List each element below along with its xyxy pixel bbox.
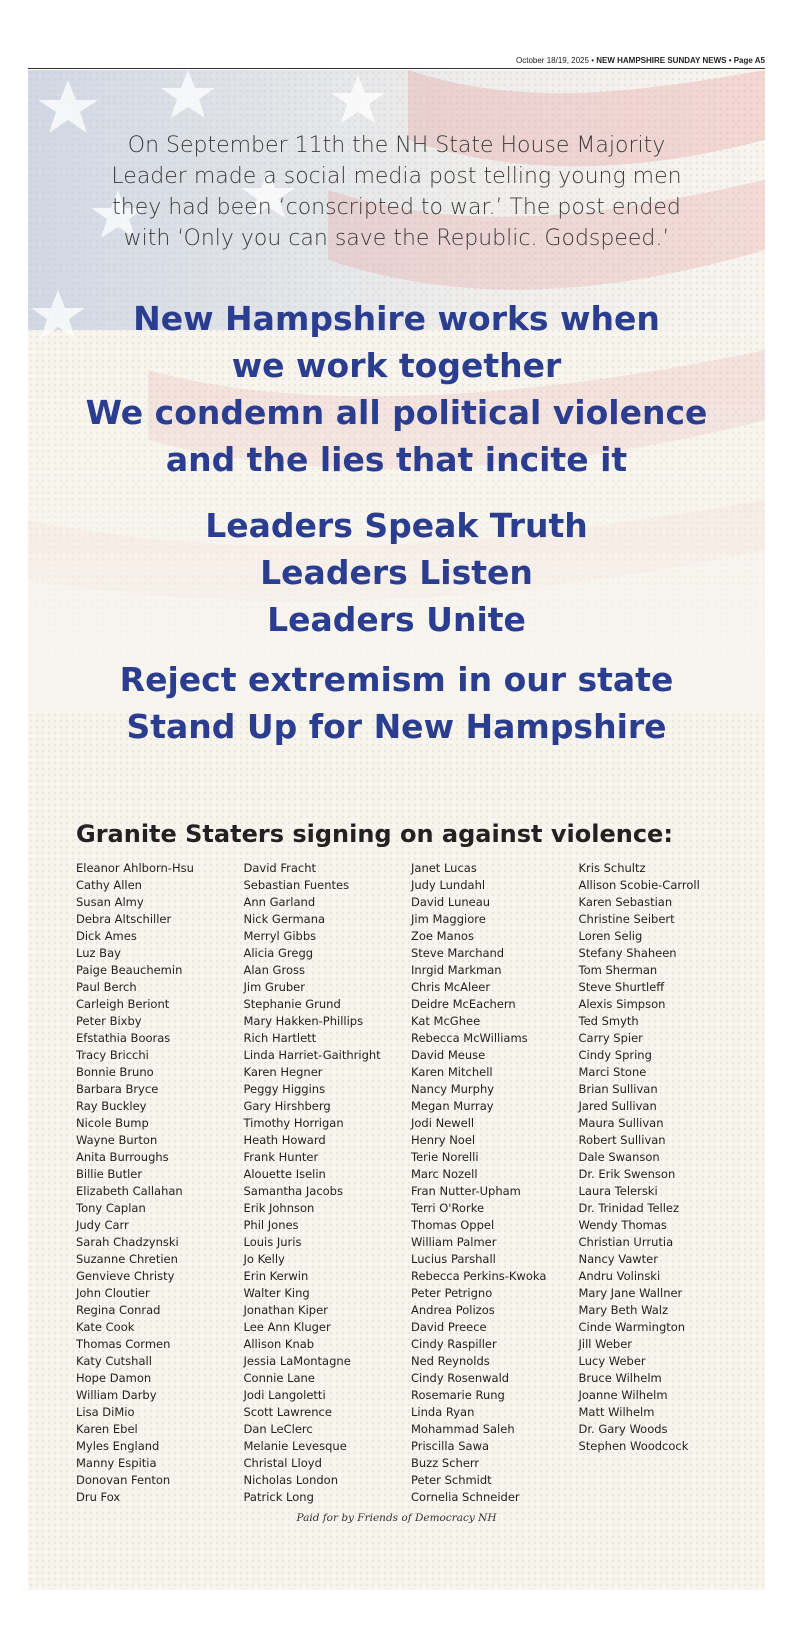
header-page: Page A5 [733,56,765,65]
signer-name: Jill Weber [578,1337,633,1351]
signer-name: David Preece [411,1320,487,1334]
signer-name: Cindy Raspiller [411,1337,497,1351]
slogan-line: Leaders Speak Truth [205,506,588,545]
signer-name: Sebastian Fuentes [243,878,350,892]
signer-name: Alicia Gregg [243,946,314,960]
signer-name: Ray Buckley [76,1099,147,1113]
signer-name: Merryl Gibbs [243,929,317,943]
signer-name: Maura Sullivan [578,1116,664,1130]
signer-name: Steve Marchand [411,946,505,960]
signer-name: Thomas Cormen [76,1337,171,1351]
signer-name: Wayne Burton [76,1133,158,1147]
signer-name: John Cloutier [76,1286,150,1300]
signer-name: Jo Kelly [243,1252,285,1266]
signer-name: Deidre McEachern [411,997,516,1011]
signer-name: Jessia LaMontagne [243,1354,351,1368]
signer-name: Genvieve Christy [76,1269,175,1283]
slogan-line: Reject extremism in our state [119,660,674,699]
signer-name: Robert Sullivan [578,1133,666,1147]
signer-name: Judy Lundahl [411,878,486,892]
signer-name: Karen Ebel [76,1422,138,1436]
slogan-line: Leaders Unite [267,600,526,639]
signer-name: Matt Wilhelm [578,1405,655,1419]
signer-name: Cornelia Schneider [411,1490,520,1504]
signer-name: Peter Bixby [76,1014,142,1028]
signer-name: Christine Seibert [578,912,675,926]
signer-name: Terri O'Rorke [411,1201,485,1215]
signer-name: Dick Ames [76,929,137,943]
signer-name: Kris Schultz [578,861,646,875]
signer-name: Dan LeClerc [243,1422,313,1436]
signer-name: Connie Lane [243,1371,315,1385]
signer-name: Nicholas London [243,1473,338,1487]
signer-name: Tom Sherman [578,963,658,977]
header-separator-2: • [726,56,734,65]
signer-name: Henry Noel [411,1133,476,1147]
signers-heading: Granite Staters signing on against violence: [76,820,673,848]
signer-name: Hope Damon [76,1371,152,1385]
signer-name: Marc Nozell [411,1167,478,1181]
signer-name: Ned Reynolds [411,1354,490,1368]
signer-name: Carry Spier [578,1031,643,1045]
signer-name: Kate Cook [76,1320,135,1334]
signers-column [411,860,579,1506]
signer-name: Ann Garland [243,895,316,909]
signer-name: Dr. Erik Swenson [578,1167,676,1181]
signer-name: Cindy Rosenwald [411,1371,510,1385]
signer-name: Lee Ann Kluger [243,1320,331,1334]
signer-name: Rebecca Perkins-Kwoka [411,1269,547,1283]
signer-name: Stefany Shaheen [578,946,677,960]
signer-name: Barbara Bryce [76,1082,159,1096]
signer-name: Nick Germana [243,912,326,926]
slogan-line: Stand Up for New Hampshire [126,707,667,746]
signer-name: Cathy Allen [76,878,142,892]
signer-name: Mary Jane Wallner [578,1286,683,1300]
signer-name: Bonnie Bruno [76,1065,154,1079]
signer-name: Dru Fox [76,1490,121,1504]
signer-name: Inrgid Markman [411,963,502,977]
ad-panel [28,70,765,1590]
signer-name: Allison Scobie-Carroll [578,878,700,892]
signer-name: Carleigh Beriont [76,997,170,1011]
signer-name: Stephanie Grund [243,997,341,1011]
signers-list [76,860,746,1506]
signer-name: Regina Conrad [76,1303,161,1317]
signer-name: Lucius Parshall [411,1252,496,1266]
signer-name: Brian Sullivan [578,1082,658,1096]
signer-name: Thomas Oppel [411,1218,495,1232]
signer-name: Mary Beth Walz [578,1303,668,1317]
slogan-block-leaders [48,502,745,643]
signer-name: Jared Sullivan [578,1099,657,1113]
signer-name: Mohammad Saleh [411,1422,515,1436]
slogan-line: We condemn all political violence [85,393,708,432]
signer-name: Peter Schmidt [411,1473,492,1487]
slogan-block-unity [48,295,745,483]
signer-name: Patrick Long [243,1490,314,1504]
signer-name: Louis Juris [243,1235,302,1249]
signer-name: Karen Mitchell [411,1065,493,1079]
signer-name: Erik Johnson [243,1201,315,1215]
signer-name: Alexis Simpson [578,997,666,1011]
signer-name: Jim Maggiore [411,912,486,926]
signer-name: Laura Telerski [578,1184,658,1198]
slogan-line: New Hampshire works when [133,299,660,338]
signer-name: Nicole Bump [76,1116,149,1130]
signer-name: Judy Carr [76,1218,129,1232]
signer-name: David Luneau [411,895,491,909]
signer-name: Tracy Bricchi [76,1048,149,1062]
signer-name: Alan Gross [243,963,305,977]
slogan-block-reject [48,656,745,750]
signer-name: Loren Selig [578,929,643,943]
signer-name: Jonathan Kiper [243,1303,328,1317]
signer-name: Gary Hirshberg [243,1099,331,1113]
signer-name: Priscilla Sawa [411,1439,490,1453]
signer-name: Anita Burroughs [76,1150,169,1164]
signer-name: Debra Altschiller [76,912,172,926]
signer-name: Manny Espitia [76,1456,157,1470]
signer-name: Dr. Gary Woods [578,1422,668,1436]
slogan-line: Leaders Listen [260,553,533,592]
signer-name: Heath Howard [243,1133,326,1147]
intro-paragraph: On September 11th the NH State House Majority Leader made a social media post telling young men they had been ‘conscripted to war.’ The post ended with ‘Only you can save the Republic. Godspeed.’ [111,133,682,251]
signer-name: Elizabeth Callahan [76,1184,183,1198]
signer-name: Tony Caplan [76,1201,146,1215]
signer-name: Walter King [243,1286,310,1300]
signer-name: Timothy Horrigan [243,1116,344,1130]
slogan-line: and the lies that incite it [165,440,628,479]
signer-name: Stephen Woodcock [578,1439,689,1453]
signer-name: William Darby [76,1388,157,1402]
header-paper: NEW HAMPSHIRE SUNDAY NEWS [596,56,727,65]
signer-name: Christal Lloyd [243,1456,322,1470]
signer-name: Erin Kerwin [243,1269,309,1283]
signer-name: Chris McAleer [411,980,491,994]
signer-name: Zoe Manos [411,929,474,943]
signer-name: Peter Petrigno [411,1286,493,1300]
signer-name: Jodi Newell [411,1116,475,1130]
signer-name: Bruce Wilhelm [578,1371,662,1385]
signer-name: Ted Smyth [578,1014,639,1028]
signer-name: Phil Jones [243,1218,299,1232]
signer-name: Cinde Warmington [578,1320,686,1334]
signer-name: Cindy Spring [578,1048,652,1062]
signer-name: Suzanne Chretien [76,1252,178,1266]
signer-name: Alouette Iselin [243,1167,326,1181]
signers-column [244,860,412,1506]
signer-name: Fran Nutter-Upham [411,1184,521,1198]
signer-name: Rich Hartlett [243,1031,317,1045]
signers-column [579,860,747,1506]
signer-name: Wendy Thomas [578,1218,667,1232]
signer-name: William Palmer [411,1235,497,1249]
signer-name: Jodi Langoletti [243,1388,326,1402]
signer-name: Terie Norelli [411,1150,479,1164]
signer-name: Lisa DiMio [76,1405,135,1419]
signer-name: Paige Beauchemin [76,963,183,977]
signer-name: Samantha Jacobs [243,1184,343,1198]
paid-for-notice: Paid for by Friends of Democracy NH [296,1512,497,1524]
signer-name: David Meuse [411,1048,486,1062]
signer-name: Myles England [76,1439,160,1453]
signer-name: Steve Shurtleff [578,980,665,994]
signer-name: Frank Hunter [243,1150,319,1164]
signer-name: Kat McGhee [411,1014,481,1028]
signer-name: Karen Hegner [243,1065,323,1079]
signer-name: Allison Knab [243,1337,315,1351]
signer-name: Nancy Vawter [578,1252,658,1266]
signer-name: Susan Almy [76,895,144,909]
signer-name: Karen Sebastian [578,895,673,909]
header-separator: • [588,56,597,65]
signer-name: Billie Butler [76,1167,143,1181]
signer-name: Donovan Fenton [76,1473,171,1487]
signer-name: Andru Volinski [578,1269,661,1283]
signer-name: Sarah Chadzynski [76,1235,179,1249]
signer-name: David Fracht [243,861,317,875]
signer-name: Luz Bay [76,946,121,960]
signer-name: Melanie Levesque [243,1439,347,1453]
signer-name: Efstathia Booras [76,1031,171,1045]
signer-name: Jim Gruber [243,980,305,994]
signer-name: Linda Harriet-Gaithright [243,1048,381,1062]
signer-name: Joanne Wilhelm [578,1388,668,1402]
signer-name: Dr. Trinidad Tellez [578,1201,680,1215]
signer-name: Buzz Scherr [411,1456,480,1470]
signer-name: Scott Lawrence [243,1405,332,1419]
signer-name: Linda Ryan [411,1405,475,1419]
page-header [28,50,765,69]
signer-name: Andrea Polizos [411,1303,495,1317]
signer-name: Marci Stone [578,1065,647,1079]
signer-name: Christian Urrutia [578,1235,674,1249]
signers-column [76,860,244,1506]
signer-name: Paul Berch [76,980,137,994]
signer-name: Janet Lucas [411,861,477,875]
signer-name: Lucy Weber [578,1354,646,1368]
signer-name: Rosemarie Rung [411,1388,505,1402]
signer-name: Peggy Higgins [243,1082,326,1096]
signer-name: Nancy Murphy [411,1082,495,1096]
header-date: October 18/19, 2025 [516,56,589,65]
signer-name: Katy Cutshall [76,1354,152,1368]
signer-name: Rebecca McWilliams [411,1031,528,1045]
slogan-line: we work together [231,346,562,385]
signer-name: Mary Hakken-Phillips [243,1014,364,1028]
signer-name: Megan Murray [411,1099,494,1113]
signer-name: Dale Swanson [578,1150,660,1164]
signer-name: Eleanor Ahlborn-Hsu [76,861,194,875]
